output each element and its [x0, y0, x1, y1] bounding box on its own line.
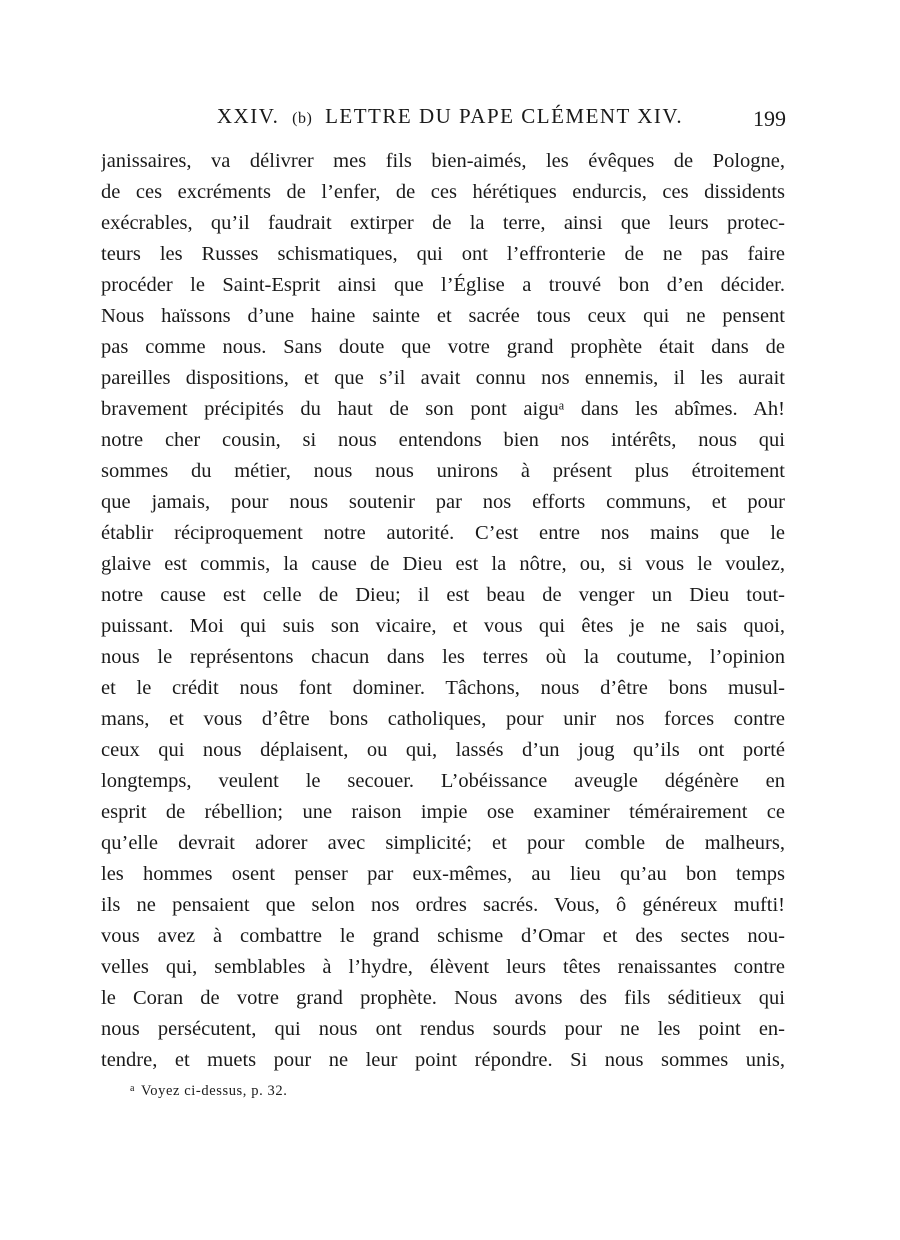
text-line: les hommes osent penser par eux-mêmes, au lieu qu’au bon temps: [101, 863, 785, 885]
footnote-text: Voyez ci-dessus, p. 32.: [141, 1083, 288, 1099]
text-line: tendre, et muets pour ne leur point répondre. Si nous sommes unis,: [101, 1049, 785, 1071]
text-line: exécrables, qu’il faudrait extirper de la terre, ainsi que leurs protec-: [101, 212, 785, 234]
page-number: 199: [753, 106, 786, 131]
text-line: teurs les Russes schismatiques, qui ont l’effronterie de ne pas faire: [101, 243, 785, 265]
text-line: glaive est commis, la cause de Dieu est la nôtre, ou, si vous le voulez,: [101, 553, 785, 575]
text-line: Nous haïssons d’une haine sainte et sacrée tous ceux qui ne pensent: [101, 305, 785, 327]
text-line: le Coran de votre grand prophète. Nous avons des fils séditieux qui: [101, 987, 785, 1009]
text-line: que jamais, pour nous soutenir par nos efforts communs, et pour: [101, 491, 785, 513]
footnote: [130, 1083, 287, 1100]
text-line: mans, et vous d’être bons catholiques, pour unir nos forces contre: [101, 708, 785, 730]
text-line: velles qui, semblables à l’hydre, élèvent leurs têtes renaissantes contre: [101, 956, 785, 978]
body-text: [101, 146, 785, 1076]
text-line: nous le représentons chacun dans les terres où la coutume, l’opinion: [101, 646, 785, 668]
text-line: et le crédit nous font dominer. Tâchons, nous d’être bons musul-: [101, 677, 785, 699]
chapter-subpart: (b): [292, 110, 313, 127]
chapter-title: LETTRE DU PAPE CLÉMENT XIV.: [325, 104, 684, 128]
text-line: ils ne pensaient que selon nos ordres sacrés. Vous, ô généreux mufti!: [101, 894, 785, 916]
text-line: de ces excréments de l’enfer, de ces hérétiques endurcis, ces dissidents: [101, 181, 785, 203]
text-line: notre cause est celle de Dieu; il est beau de venger un Dieu tout-: [101, 584, 785, 606]
text-line: sommes du métier, nous nous unirons à présent plus étroitement: [101, 460, 785, 482]
text-line: établir réciproquement notre autorité. C’est entre nos mains que le: [101, 522, 785, 544]
text-line: nous persécutent, qui nous ont rendus sourds pour ne les point en-: [101, 1018, 785, 1040]
text-line: procéder le Saint-Esprit ainsi que l’Église a trouvé bon d’en décider.: [101, 274, 785, 296]
text-line: qu’elle devrait adorer avec simplicité; et pour comble de malheurs,: [101, 832, 785, 854]
text-line: ceux qui nous déplaisent, ou qui, lassés d’un joug qu’ils ont porté: [101, 739, 785, 761]
text-line: bravement précipités du haut de son pont aiguᵃ dans les abîmes. Ah!: [101, 398, 785, 420]
text-line: pas comme nous. Sans doute que votre grand prophète était dans de: [101, 336, 785, 358]
text-line: longtemps, veulent le secouer. L’obéissance aveugle dégénère en: [101, 770, 785, 792]
text-line: vous avez à combattre le grand schisme d’Omar et des sectes nou-: [101, 925, 785, 947]
text-line: puissant. Moi qui suis son vicaire, et vous qui êtes je ne sais quoi,: [101, 615, 785, 637]
text-line: janissaires, va délivrer mes fils bien-aimés, les évêques de Pologne,: [101, 150, 785, 172]
text-line: pareilles dispositions, et que s’il avait connu nos ennemis, il les aurait: [101, 367, 785, 389]
chapter-number: XXIV.: [216, 104, 280, 128]
footnote-marker: a: [130, 1083, 136, 1094]
text-line: esprit de rébellion; une raison impie ose examiner témérairement ce: [101, 801, 785, 823]
text-line: notre cher cousin, si nous entendons bien nos intérêts, nous qui: [101, 429, 785, 451]
running-header: [0, 104, 900, 138]
